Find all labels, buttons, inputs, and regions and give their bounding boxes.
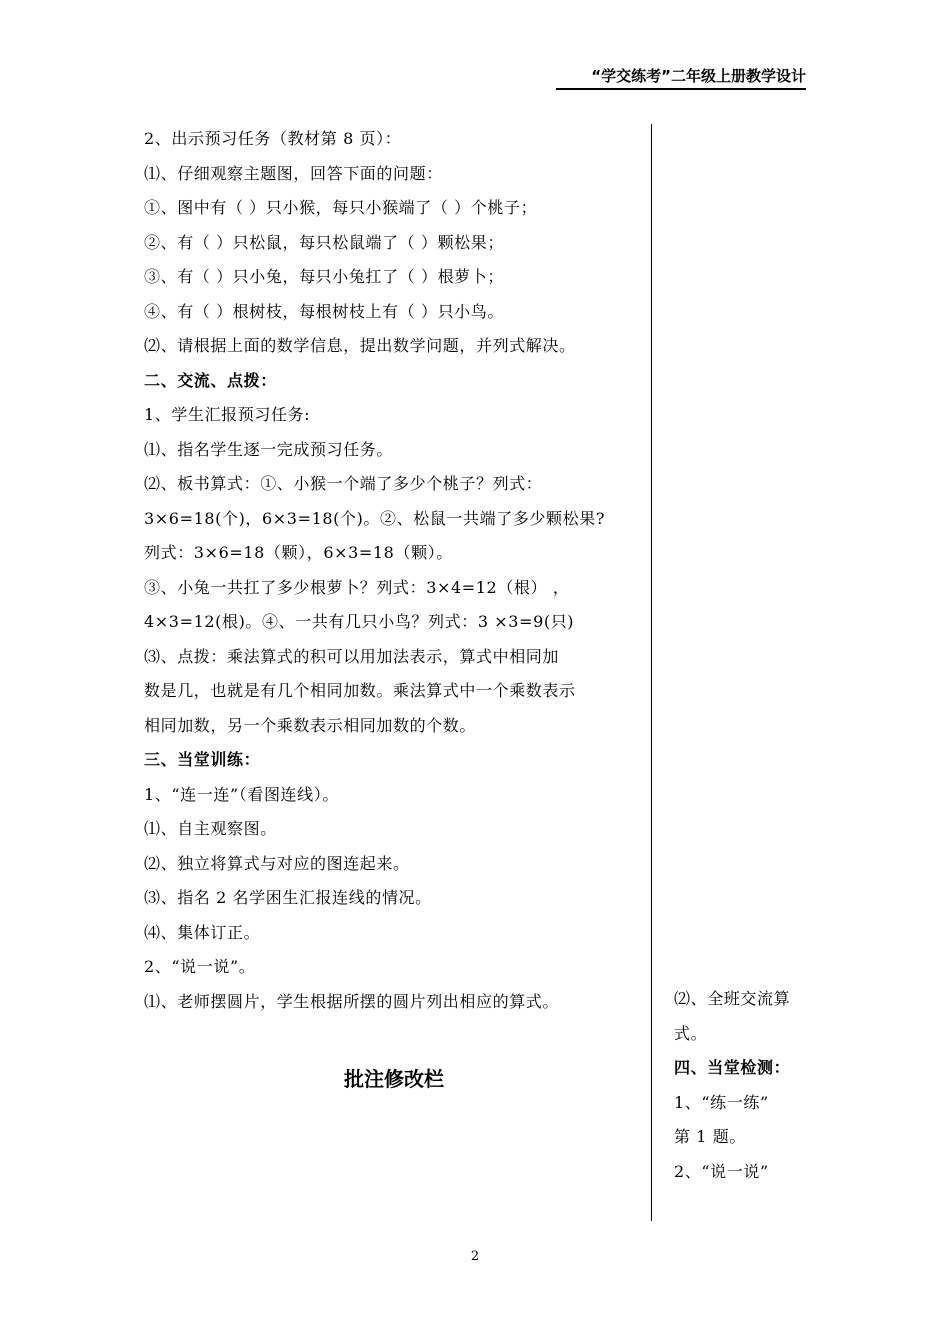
page-number: 2 bbox=[470, 1249, 480, 1264]
main-content-column bbox=[144, 122, 644, 1019]
text-line: 2、“说一说”。 bbox=[144, 957, 256, 976]
text-line: ⑶、指名 2 名学困生汇报连线的情况。 bbox=[144, 888, 432, 907]
text-line: 1、学生汇报预习任务: bbox=[144, 405, 311, 424]
text-line: 列式：3×6=18（颗），6×3=18（颗）。 bbox=[144, 543, 453, 562]
section-heading: 四、当堂检测： bbox=[674, 1058, 791, 1077]
text-line: ③、小兔一共扛了多少根萝卜？列式：3×4=12（根） ， bbox=[144, 577, 570, 597]
text-line: 相同加数，另一个乘数表示相同加数的个数。 bbox=[144, 715, 477, 735]
text-line: ⑴、自主观察图。 bbox=[144, 819, 277, 838]
text-line: ⑵、板书算式：①、小猴一个端了多少个桃子？列式： bbox=[144, 474, 543, 493]
text-line: ②、有（ ）只松鼠，每只松鼠端了（ ）颗松果； bbox=[144, 232, 504, 252]
text-line: ③、有（ ）只小兔，每只小兔扛了（ ）根萝卜； bbox=[144, 267, 504, 286]
text-line: 2、出示预习任务（教材第 8 页）： bbox=[144, 129, 402, 148]
text-line: ⑶、点拨：乘法算式的积可以用加法表示，算式中相同加 bbox=[144, 646, 560, 666]
section-heading: 二、交流、点拨： bbox=[144, 370, 277, 390]
text-line: ⑴、仔细观察主题图，回答下面的问题： bbox=[144, 163, 443, 183]
side-content-column bbox=[674, 982, 824, 1189]
text-line: ⑷、集体订正。 bbox=[144, 922, 261, 942]
text-line: 3×6=18(个)，6×3=18(个)。②、松鼠一共端了多少颗松果? bbox=[144, 508, 606, 528]
text-line: ⑵、请根据上面的数学信息，提出数学问题，并列式解决。 bbox=[144, 336, 576, 355]
column-divider bbox=[651, 124, 652, 1221]
annotation-column-title: 批注修改栏 bbox=[344, 1067, 444, 1091]
text-line: ⑴、指名学生逐一完成预习任务。 bbox=[144, 439, 394, 459]
text-line: 1、“连一连”（看图连线）。 bbox=[144, 784, 339, 804]
text-line: 式。 bbox=[674, 1023, 708, 1043]
text-line: ⑵、全班交流算 bbox=[674, 989, 791, 1008]
text-line: ①、图中有（ ）只小猴，每只小猴端了（ ）个桃子； bbox=[144, 198, 538, 217]
text-line: 1、“练一练” bbox=[674, 1092, 769, 1112]
text-line: 4×3=12(根)。④、一共有几只小鸟？列式：3 ×3=9(只) bbox=[144, 612, 575, 631]
text-line: ④、有（ ）根树枝，每根树枝上有（ ）只小鸟。 bbox=[144, 301, 504, 321]
document-header-title: “学交练考”二年级上册教学设计 bbox=[556, 66, 806, 90]
section-heading: 三、当堂训练： bbox=[144, 750, 261, 769]
text-line: ⑵、独立将算式与对应的图连起来。 bbox=[144, 853, 410, 873]
text-line: ⑴、老师摆圆片，学生根据所摆的圆片列出相应的算式。 bbox=[144, 991, 560, 1011]
text-line: 2、“说一说” bbox=[674, 1161, 769, 1181]
text-line: 第 1 题。 bbox=[674, 1127, 746, 1146]
text-line: 数是几，也就是有几个相同加数。乘法算式中一个乘数表示 bbox=[144, 681, 576, 700]
